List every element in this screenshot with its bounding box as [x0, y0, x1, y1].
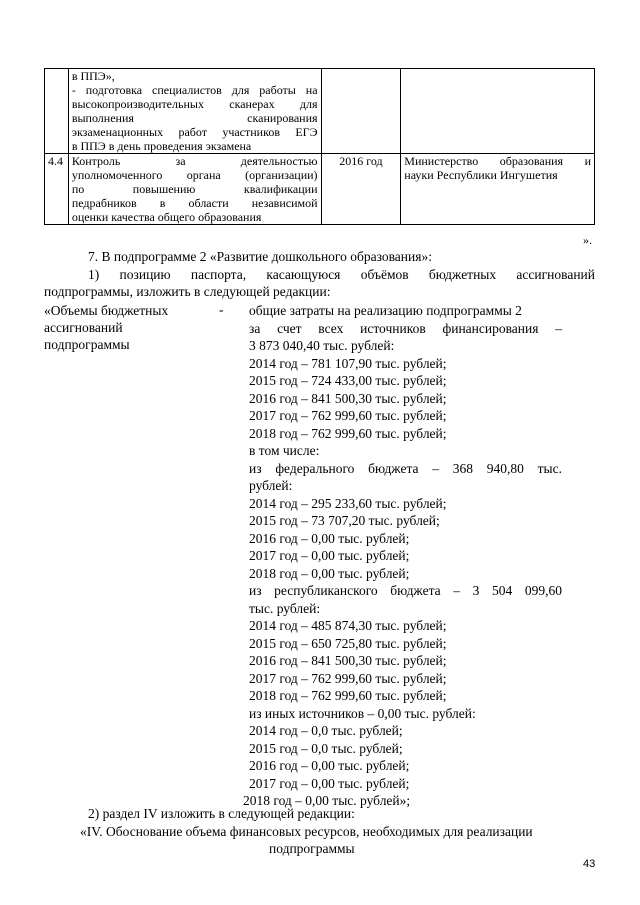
- row-number-cell: 4.4: [45, 154, 69, 225]
- executor-line: науки Республики Ингушетия: [404, 168, 558, 182]
- passport-line: из иных источников – 0,00 тыс. рублей:: [249, 705, 476, 721]
- passport-line: 2017 год – 0,00 тыс. рублей;: [249, 548, 410, 563]
- passport-line: 2014 год – 0,0 тыс. рублей;: [249, 723, 403, 738]
- executor-cell: [401, 69, 595, 154]
- passport-line: в том числе:: [249, 443, 320, 458]
- table-closing-quote: ».: [583, 233, 592, 247]
- passport-line: 2014 год – 485 874,30 тыс. рублей;: [249, 618, 447, 633]
- passport-line: рублей:: [249, 478, 293, 493]
- measure-line: педрабников в области независимой: [71, 196, 318, 210]
- executor-cell: [401, 154, 595, 225]
- passport-line: 2016 год – 841 500,30 тыс. рублей;: [249, 390, 447, 406]
- passport-line: тыс. рублей:: [249, 600, 321, 616]
- section-title-line-1: «IV. Обоснование объема финансовых ресурсов, необходимых для реализации: [80, 824, 533, 839]
- year-cell: [321, 69, 401, 154]
- passport-label-line: «Объемы бюджетных: [44, 303, 169, 318]
- row-number-cell: [45, 69, 69, 154]
- passport-line: 2017 год – 762 999,60 тыс. рублей;: [249, 670, 447, 686]
- measure-line: Контроль за деятельностью: [71, 154, 318, 168]
- section-title-line-2: подпрограммы: [269, 841, 355, 856]
- passport-line: из федерального бюджета – 368 940,80 тыс.: [249, 460, 562, 476]
- passport-line: 2018 год – 0,00 тыс. рублей;: [249, 565, 410, 581]
- passport-line: 2018 год – 762 999,60 тыс. рублей;: [249, 688, 447, 703]
- passport-line: 2014 год – 295 233,60 тыс. рублей;: [249, 495, 447, 511]
- table-row: [45, 154, 595, 225]
- year-cell: 2016 год: [321, 154, 401, 225]
- page-number: 43: [583, 858, 596, 870]
- passport-line: 2017 год – 762 999,60 тыс. рублей;: [249, 408, 447, 423]
- measure-line: в ППЭ в день проведения экзамена: [71, 139, 252, 153]
- measure-line: высокопроизводительных сканерах для: [71, 97, 318, 111]
- passport-line: 2016 год – 0,00 тыс. рублей;: [249, 758, 410, 773]
- measure-line: оценки качества общего образования: [71, 210, 262, 224]
- item-1-line-2: подпрограммы, изложить в следующей редакции:: [44, 284, 331, 299]
- measure-line: уполномоченного органа (организации): [71, 168, 318, 182]
- item-7-heading: 7. В подпрограмме 2 «Развитие дошкольного образования»:: [88, 249, 432, 264]
- passport-line: 2015 год – 724 433,00 тыс. рублей;: [249, 373, 447, 388]
- passport-line: за счет всех источников финансирования –: [249, 320, 562, 336]
- measure-line: - подготовка специалистов для работы на: [71, 83, 318, 97]
- measure-line: выполнения сканирования: [71, 111, 318, 125]
- passport-line: 2015 год – 73 707,20 тыс. рублей;: [249, 513, 440, 528]
- passport-label: [44, 302, 168, 353]
- passport-label-line: подпрограммы: [44, 337, 130, 352]
- passport-line: 2017 год – 0,00 тыс. рублей;: [249, 775, 410, 791]
- passport-values: [243, 302, 562, 810]
- passport-line: 3 873 040,40 тыс. рублей:: [249, 338, 395, 353]
- passport-label-line: ассигнований: [44, 320, 123, 335]
- passport-line: 2018 год – 762 999,60 тыс. рублей;: [249, 425, 447, 441]
- measure-cell: [68, 154, 321, 225]
- item-1-line-1: 1) позицию паспорта, касающуюся объёмов бюджетных ассигнований: [88, 267, 595, 282]
- passport-line: 2018 год – 0,00 тыс. рублей»;: [243, 793, 411, 808]
- executor-line: Министерство образования и: [404, 154, 591, 168]
- passport-line: из республиканского бюджета – 3 504 099,60: [249, 583, 562, 598]
- passport-line: общие затраты на реализацию подпрограммы 2: [249, 303, 522, 318]
- table-row: [45, 69, 595, 154]
- passport-line: 2016 год – 841 500,30 тыс. рублей;: [249, 653, 447, 668]
- measure-line: экзаменационных работ участников ЕГЭ: [71, 125, 318, 139]
- item-2-heading: 2) раздел IV изложить в следующей редакции:: [88, 806, 355, 821]
- passport-line: 2014 год – 781 107,90 тыс. рублей;: [249, 355, 447, 371]
- measure-cell: [68, 69, 321, 154]
- passport-line: 2015 год – 0,0 тыс. рублей;: [249, 740, 403, 756]
- measure-line: по повышению квалификации: [71, 182, 318, 196]
- passport-line: 2016 год – 0,00 тыс. рублей;: [249, 530, 410, 546]
- passport-dash: -: [219, 302, 224, 317]
- passport-line: 2015 год – 650 725,80 тыс. рублей;: [249, 635, 447, 651]
- measure-line: в ППЭ»,: [71, 69, 115, 83]
- measures-table: [44, 68, 595, 225]
